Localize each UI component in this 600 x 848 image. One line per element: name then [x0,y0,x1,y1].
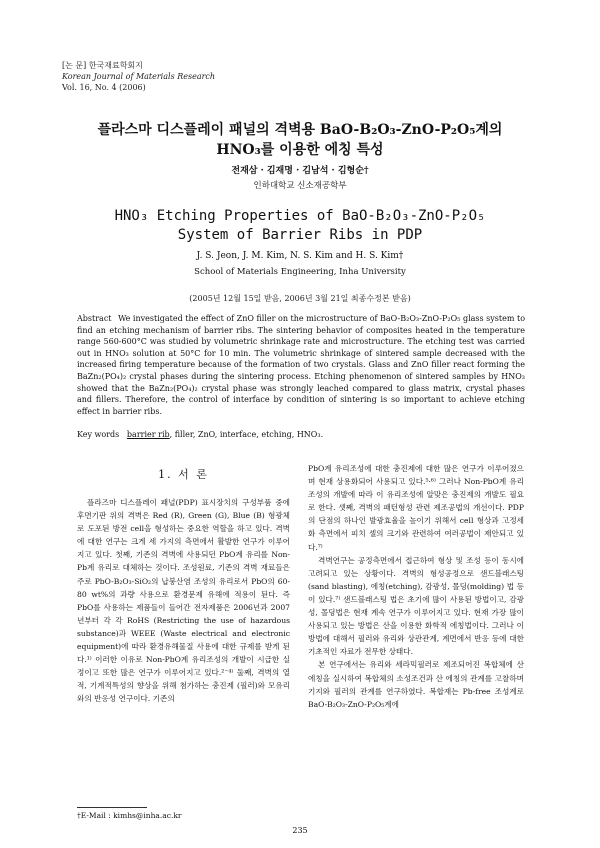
korean-title-line1: 플라스마 디스플레이 패널의 격벽용 BaO-B₂O₃-ZnO-P₂O₅계의 [97,122,503,138]
korean-title [40,120,560,160]
journal-header [62,60,215,93]
korean-affiliation: 인하대학교 신소재공학부 [253,181,347,191]
journal-volume: Vol. 16, No. 4 (2006) [62,83,146,92]
english-affiliation: School of Materials Engineering, Inha University [194,267,406,277]
journal-english-name: Korean Journal of Materials Research [62,72,216,81]
intro-paragraph-3: 격벽연구는 공정측면에서 접근하여 형상 및 조성 등이 동시에 고려되고 있는 상황이다. 격벽의 형성공정으로 샌드블래스팅(sand blasting), 에칭(etching), 감광성, 몰딩(molding) 법 등이 있다.⁷⁾ 샌드블래스팅 법은 초기에 많이 사용된 방법이고, 감광성, 몰딩법은 현재 계속 연구가 이루어지고 있다. 현재 가장 많이 사용되고 있는 방법은 산을 이용한 화학적 에칭법이다. 그러나 이 방법에 대해서 필러와 유리와 상관관계, 계면에서 반응 등에 대한 기초적인 자료가 전무한 상태다. [308,555,524,657]
english-title-line2: System of Barrier Ribs in PDP [177,227,423,243]
intro-paragraph-1: 플라즈마 디스플레이 패널(PDP) 표시장치의 구성부품 중에 후면기판 위의 격벽은 Red (R), Green (G), Blue (B) 형광체로 도포된 방전 cell을 형성하는 중요한 역할을 하고 있다. 격벽에 대한 연구는 크게 세 가지의 측면에서 활발한 연구가 이루어 지고 있다. 첫째, 기존의 격벽에 사용되던 PbO계 유리를 Non-Pb계 유리로 대체하는 것이다. 조성원료, 기존의 격벽 재료들은 주로 PbO-B₂O₃-SiO₂의 납붕산염 조성의 유리로서 PbO의 60-80 wt%의 과량 사용으로 환경문제 유해에 적용이 된다. 즉 PbO를 사용하는 제품들이 들어간 전자제품은 2006년과 2007년부터 각 각 RoHS (Restricting the use of hazardous substance)과 WEEE (Waste electrical and electronic equipment)에 따라 환경유해물질 사용에 대한 규제를 받게 된다.¹⁾ 이러한 이유로 Non-PbO계 유리조성의 개발이 시급한 실정이고 또한 많은 연구가 이루어지고 있다.²⁻⁴⁾ 둘째, 격벽의 열적, 기계적특성의 향상을 위해 첨가하는 충진제 (필러)와 모유리와의 반응성 연구이다. 기존의 [77,498,290,704]
left-column [77,462,290,706]
footnote-email: †E-Mail : kimhs@inha.ac.kr [77,811,182,820]
journal-korean-name: [논 문] 한국재료학회지 [62,61,143,70]
korean-title-line2: HNO₃를 이용한 에칭 특성 [216,142,384,158]
section-heading-introduction: 1. 서 론 [158,468,209,481]
keywords [77,430,525,439]
footnote-rule [77,807,147,808]
intro-paragraph-4: 본 연구에서는 유리와 세라믹필러로 제조되어진 복합체에 산 에칭을 실시하여 복합체의 소성조건과 산 에칭의 관계를 고찰하며 기지와 필러의 관계를 연구하였다. 복합재는 Pb-free 조성계로 BaO-B₂O₃-ZnO-P₂O₅계에 [308,660,524,709]
keyword-barrier-rib: barrier rib [126,430,170,439]
keywords-label: Key words [77,430,120,439]
english-title [40,207,560,245]
keywords-rest: , filler, ZnO, interface, etching, HNO₃. [169,430,324,439]
page-number: 235 [292,826,308,835]
abstract-text: We investigated the effect of ZnO filler on the microstructure of BaO-B₂O₃-ZnO-P₂O₅ glass system to find an etching mechanism of barrier ribs. The sintering behavior of composites heated in the temperature range 560-600°C was studied by volumetric shrinkage rate and microstructure. The etching test was carried out in HNO₃ solution at 50°C for 10 min. The volumetric shrinkage of sintered sample decreased with the increased firing temperature because of the formation of two crystals. Glass and ZnO filler react forming the BaZn₂(PO₄)₂ crystal phases during the sintering process. Etching phenomenon of sintered samples by HNO₃ showed that the BaZn₂(PO₄)₂ crystal phase was strongly leached compared to glass matrix, crystal phases and fillers. Therefore, the control of interface by condition of sintering is so important to achieve etching effect in barrier ribs. [77,314,526,416]
english-authors: J. S. Jeon, J. M. Kim, N. S. Kim and H. S. Kim† [196,251,404,261]
korean-authors: 전재삼 · 김재명 · 김남석 · 김형순† [231,166,369,176]
right-column [308,462,524,711]
intro-paragraph-2: PbO계 유리조성에 대한 충진제에 대한 많은 연구가 이루어졌으며 현재 상용화되어 사용되고 있다.⁵·⁶⁾ 그러나 Non-PbO계 유리조성의 개발에 따라 이 유리조성에 알맞은 충진제의 개발도 필요로 한다. 셋째, 격벽의 패턴형성 관련 제조공법의 개선이다. PDP의 단점의 하나인 발광효율을 높이기 위해서 cell 형상과 고정세화 측면에서 피치 셀의 크기와 관련하여 여러공법이 제안되고 있다.⁷⁾ [308,464,524,552]
received-dates: (2005년 12월 15일 받음, 2006년 3월 21일 최종수정본 받음) [189,294,411,303]
abstract [77,313,525,417]
abstract-label: Abstract [77,314,112,323]
english-title-line1: HNO₃ Etching Properties of BaO-B₂O₃-ZnO-P₂O₅ [114,208,486,224]
